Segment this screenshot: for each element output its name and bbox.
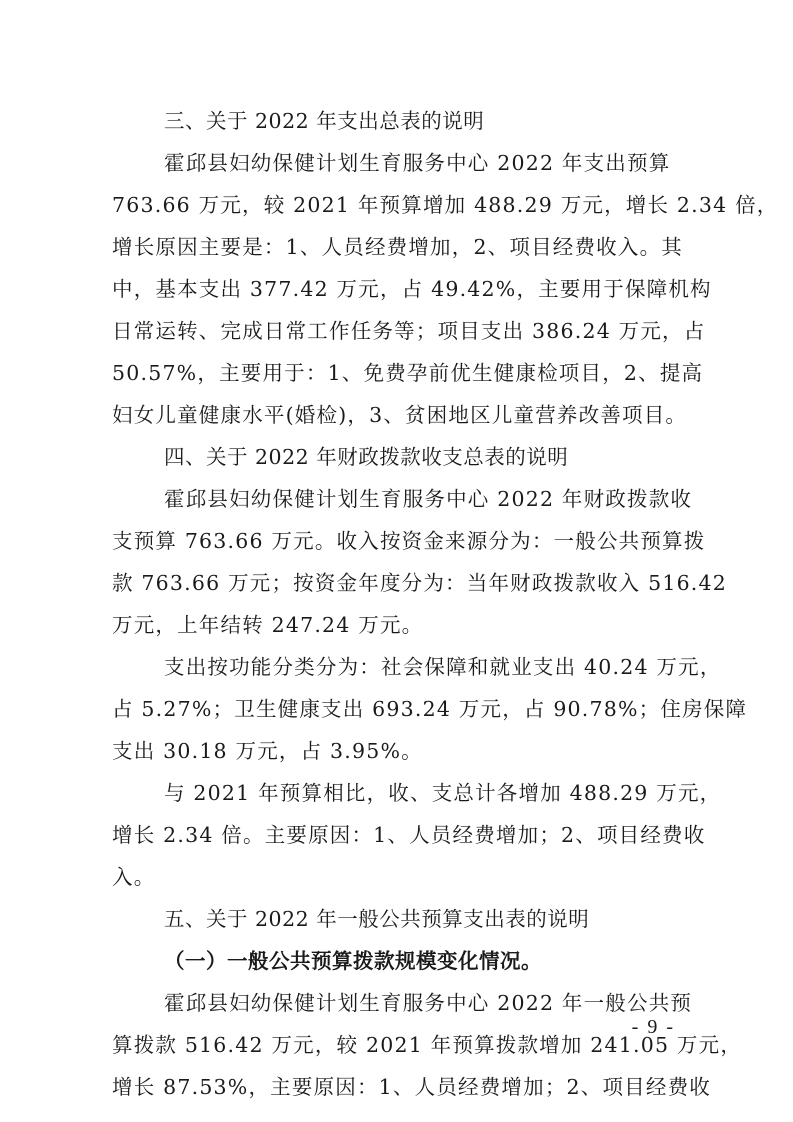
text-line: 万元，上年结转 247.24 万元。 (112, 613, 424, 637)
section-3-paragraph-1 (112, 142, 779, 436)
text-line: 霍邱县妇幼保健计划生育服务中心 2022 年支出预算 (164, 151, 671, 175)
section-5-paragraph-1 (112, 982, 743, 1108)
text-line: 算拨款 516.42 万元，较 2021 年预算拨款增加 241.05 万元， (112, 1033, 743, 1057)
text-line: 增长原因主要是：1、人员经费增加，2、项目经费收入。其 (112, 235, 683, 259)
text-line: 支出按功能分类分为：社会保障和就业支出 40.24 万元， (164, 655, 722, 679)
text-line: 款 763.66 万元；按资金年度分为：当年财政拨款收入 516.42 (112, 571, 728, 595)
document-body (112, 100, 779, 1108)
text-line: 50.57%，主要用于：1、免费孕前优生健康检项目，2、提高 (112, 361, 704, 385)
section-4-paragraph-1 (112, 478, 728, 646)
text-line: 日常运转、完成日常工作任务等；项目支出 386.24 万元，占 (112, 319, 706, 343)
section-3-heading: 三、关于 2022 年支出总表的说明 (164, 109, 485, 133)
text-line: 中，基本支出 377.42 万元，占 49.42%，主要用于保障机构 (112, 277, 712, 301)
text-line: 与 2021 年预算相比，收、支总计各增加 488.29 万元， (164, 781, 722, 805)
section-4-paragraph-2 (112, 646, 748, 772)
text-line: 占 5.27%；卫生健康支出 693.24 万元，占 90.78%；住房保障 (112, 697, 748, 721)
text-line: 763.66 万元，较 2021 年预算增加 488.29 万元，增长 2.34 倍， (112, 193, 779, 217)
section-4-heading: 四、关于 2022 年财政拨款收支总表的说明 (164, 445, 569, 469)
text-line: 妇女儿童健康水平(婚检)，3、贫困地区儿童营养改善项目。 (112, 403, 688, 427)
text-line: 入。 (112, 865, 156, 889)
text-line: 支预算 763.66 万元。收入按资金来源分为：一般公共预算拨 (112, 529, 706, 553)
text-line: 霍邱县妇幼保健计划生育服务中心 2022 年财政拨款收 (164, 487, 693, 511)
section-5-subheading-1: （一）一般公共预算拨款规模变化情况。 (164, 949, 542, 973)
section-4-paragraph-3 (112, 772, 722, 898)
text-line: 霍邱县妇幼保健计划生育服务中心 2022 年一般公共预 (164, 991, 693, 1015)
text-line: 增长 2.34 倍。主要原因：1、人员经费增加；2、项目经费收 (112, 823, 706, 847)
text-line: 支出 30.18 万元，占 3.95%。 (112, 739, 423, 763)
page-number: - 9 - (631, 1016, 675, 1038)
section-5-heading: 五、关于 2022 年一般公共预算支出表的说明 (164, 907, 590, 931)
text-line: 增长 87.53%，主要原因：1、人员经费增加；2、项目经费收 (112, 1075, 711, 1099)
